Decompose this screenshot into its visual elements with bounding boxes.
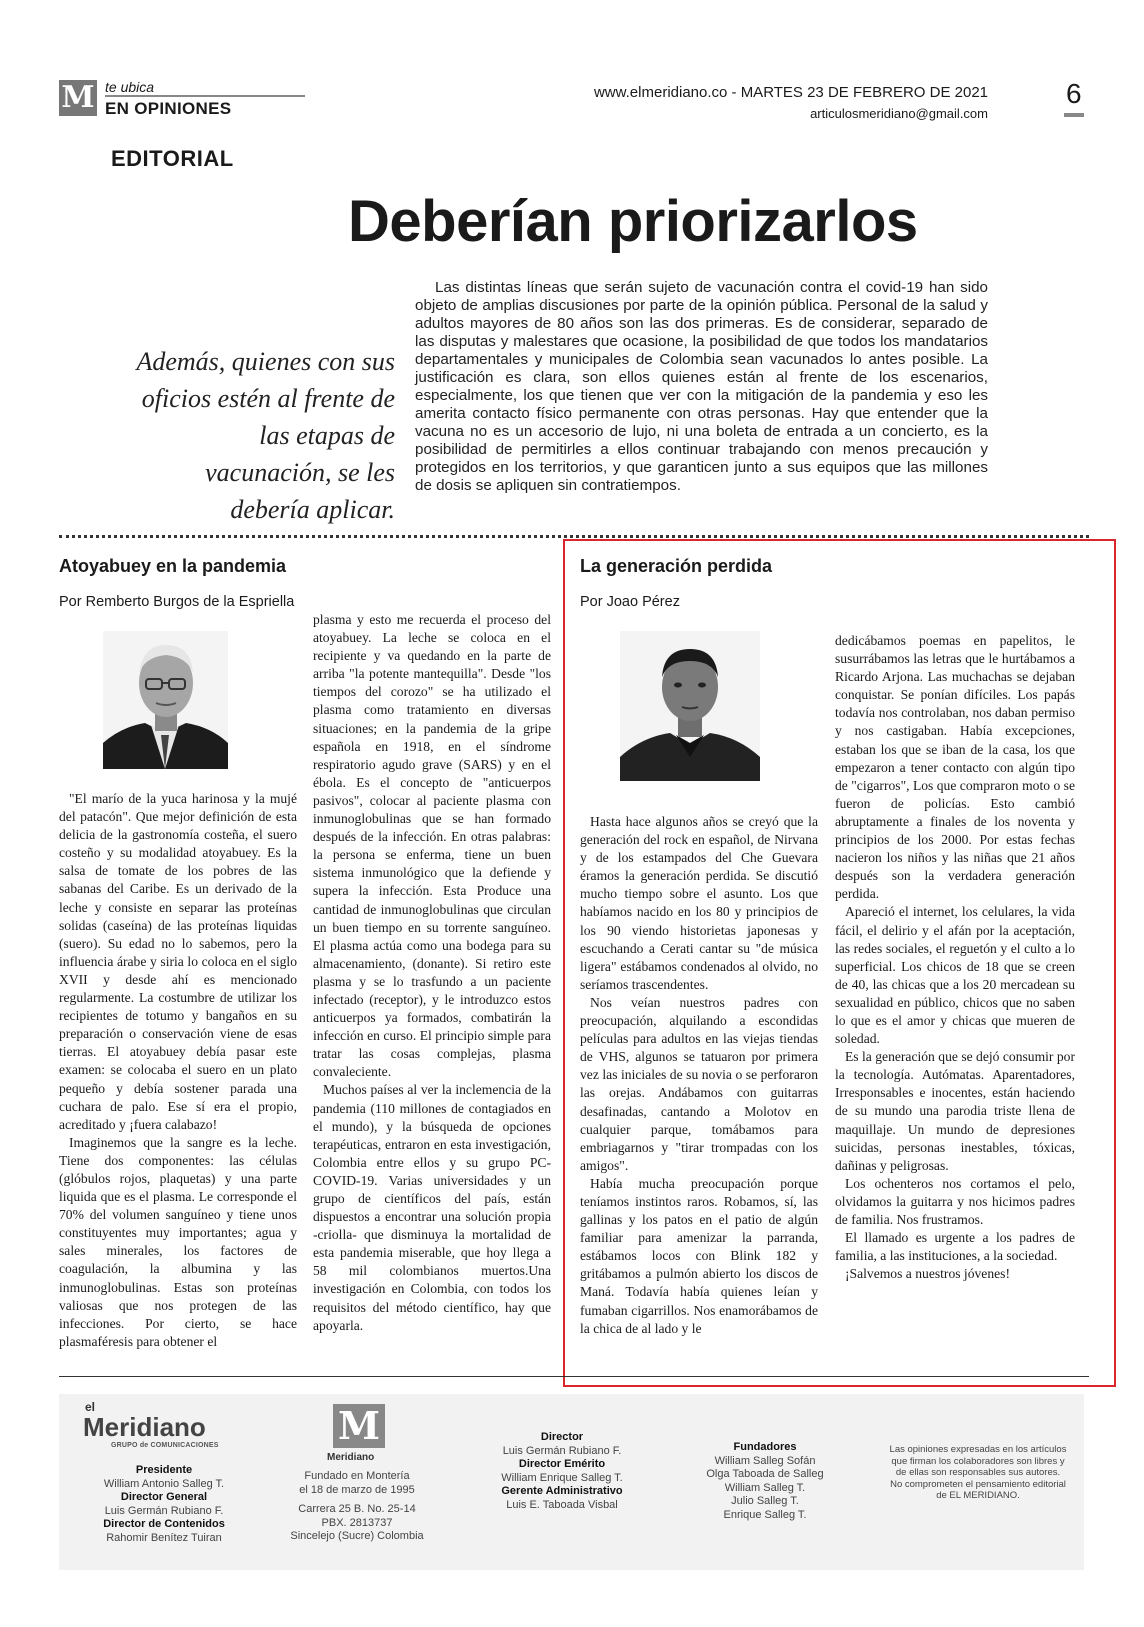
city: Sincelejo (Sucre) Colombia [290,1530,424,1542]
staff-block-2 [477,1431,647,1512]
footer-divider [59,1376,1089,1377]
director-contenidos: Rahomir Benítez Tuiran [106,1531,222,1544]
section-label-small: te ubica [105,79,155,95]
founding-block [287,1470,427,1544]
brand-subtitle: GRUPO de COMUNICACIONES [111,1442,219,1449]
director-general-label: Director General [120,1491,208,1503]
paragraph: Es la generación que se dejó consumir por la tecnología. Autómatas. Aparentadores, Irresponsables e inocentes, están haciendo de su mundo una parodia triste llena de maquillaje. Un mundo de depresiones suicidas, personas inestables, tóxicas, dañinas y peligrosas. [835,1049,1075,1173]
director-emerito-label: Director Emérito [518,1458,606,1470]
director-general: Luis Germán Rubiano F. [104,1504,224,1517]
founder: Olga Taboada de Salleg [706,1468,824,1480]
article-author-left: Por Remberto Burgos de la Espriella [59,594,295,610]
meridiano-m-logo-icon: M [333,1404,385,1448]
founder: William Salleg Sofán [714,1454,816,1467]
director-emerito: William Enrique Salleg T. [501,1471,623,1484]
meridiano-name: Meridiano [327,1452,375,1463]
article-left-column-2 [313,611,551,1335]
paragraph: Nos veían nuestros padres con preocupación, alquilando a escondidas películas para adultos en las viejas tiendas de VHS, algunos se tatuaron por primera vez las iniciales de su novia o se perforaron las orejas. Andábamos con guitarras desafinadas, cantando a Molotov en cualquier parque, tomábamos para embriagarnos y "tirar trompadas con los amigos". [580,994,818,1173]
article-right-column-2 [835,632,1075,1283]
article-left-column-1 [59,790,297,1351]
founder: Enrique Salleg T. [723,1508,807,1521]
brand-logo: Meridiano [83,1412,206,1442]
article-author-right: Por Joao Pérez [580,594,680,610]
paragraph: El llamado es urgente a los padres de familia, a las instituciones, a la sociedad. [835,1230,1075,1264]
gerente-label: Gerente Administrativo [501,1485,623,1497]
paragraph: Apareció el internet, los celulares, la vida fácil, el delirio y el afán por la aceptación, las redes sociales, el reguetón y el culto a lo superficial. Los chicos de 18 que se creen de 40, las chicas que a los 20 mercadean su sexualidad en público, chicos que no saben lo que es el amor y chicas que mueren de soledad. [835,904,1075,1047]
editorial-body: Las distintas líneas que serán sujeto de vacunación contra el covid-19 han sido objeto de amplias discusiones por parte de la opinión pública. Personal de la salud y adultos mayores de 80 años son las dos primeras. Es de considerar, separado de las disputas y malestares que ocasione, la posibilidad de que todos los mandatarios departamentales y municipales de Colombia sean vacunados lo antes posible. La justificación es clara, son ellos quienes están al frente de los escenarios, especialmente, los que tienen que ver con la mitigación de la pandemia y eso les amerita contacto físico permanente con otras personas. Hay que entender que la vacuna no es un accesorio de lujo, ni una boleta de entrada a un concierto, es la posibilidad de permitirles a ellos continuar trabajando con menos precaución y protegidos en los territorios, y que garanticen junto a sus equipos que las millones de dosis se apliquen sin contratiempos. [415,279,988,494]
president-label: Presidente [135,1464,193,1476]
phone: PBX. 2813737 [321,1516,393,1529]
editorial-kicker: EDITORIAL [111,146,234,171]
masthead-footer [59,1394,1084,1570]
founded-line-1: Fundado en Montería [304,1470,410,1482]
contact-email: articulosmeridiano@gmail.com [810,106,988,121]
president: William Antonio Salleg T. [103,1477,225,1490]
paragraph: Hasta hace algunos años se creyó que la generación del rock en español, de Nirvana y de los estampados del Che Guevara éramos la generación perdida. Se discutió mucho tiempo sobre el asunto. Los que habíamos nacido en los 80 y principios de los 90 viendo historietas japonesas y escuchando a Cerati cantar su "de música ligera" estábamos condenados al olvido, no seríamos trascendentes. [580,814,818,992]
gerente: Luis E. Taboada Visbal [506,1498,618,1511]
section-dotted-divider [59,535,1089,538]
founder: Julio Salleg T. [731,1495,799,1507]
paragraph: Había mucha preocupación porque teníamos instintos raros. Robamos, sí, las gallinas y los patos en el patio de algún familiar para amenizar la parranda, estábamos locos con Blink 182 y gritábamos a pulmón abierto los discos de Maná. Todavía había quienes leían y fumaban cigarrillos. Nos enamorábamos de la chica de al lado y le [580,1175,818,1336]
section-divider [105,95,305,97]
section-label: EN OPINIONES [105,99,232,118]
page-number: 6 [1066,78,1082,109]
founder: William Salleg T. [724,1481,806,1494]
brand-prefix: el [85,1400,96,1414]
founders-block [685,1441,845,1522]
author-photo-right [620,631,760,781]
article-title-right: La generación perdida [580,556,773,576]
paragraph: Muchos países al ver la inclemencia de la pandemia (110 millones de contagiados en el mundo), y la búsqueda de opciones terapéuticas, entraron en esta investigación, Colombia entre ellos y su grupo PC-COVID-19. Varias universidades y un grupo de científicos del país, están dispuestos a encontrar una solución propia -criolla- que disminuya la mortalidad de esta pandemia miserable, que hoy llega a 58 mil colombianos muertos.Una investigación en Colombia, con todos los requisitos del método científico, hay que apoyarla. [313,1082,551,1333]
page-number-underline [1064,113,1084,117]
address: Carrera 25 B. No. 25-14 [298,1503,416,1515]
director: Luis Germán Rubiano F. [502,1444,622,1457]
disclaimer: Las opiniones expresadas en los artículos que firman los colaboradores son libres y de ellas son responsables sus autores. No comprometen el pensamiento editorial de EL MERIDIANO. [889,1444,1067,1501]
site-and-date: www.elmeridiano.co - MARTES 23 DE FEBRERO DE 2021 [593,84,988,101]
editorial-title: Deberían priorizarlos [348,189,918,254]
article-title-left: Atoyabuey en la pandemia [59,556,287,576]
founders-label: Fundadores [733,1441,797,1453]
editorial-pull-quote: Además, quienes con sus oficios estén al frente de las etapas de vacunación, se les debería aplicar. [136,347,395,524]
paragraph: Los ochenteros nos cortamos el pelo, olvidamos la guitarra y nos hicimos padres de familia. Nos frustramos. [835,1175,1075,1227]
founded-line-2: el 18 de marzo de 1995 [299,1483,415,1496]
director-contenidos-label: Director de Contenidos [103,1518,225,1530]
paragraph: plasma y esto me recuerda el proceso del atoyabuey. La leche se coloca en el recipiente y va quedando en la parte de arriba "la potente mantequilla". Desde "los tiempos del corozo" se ha utilizado el plasma como tratamiento en diversas situaciones; en la pandemia de la gripe española en 1918, en el síndrome respiratorio agudo grave (SARS) y en el ébola. Es el concepto de "anticuerpos pasivos", colocar al paciente plasma con inmunoglobulinas que se han formado después de la infección. En otras palabras: la persona se enferma, tiene un buen sistema inmunológico que la defiende y supera la infección. Esta Produce una cantidad de inmunoglobulinas que circulan un buen tiempo en su torrente sanguíneo. El plasma actúa como una bodega para su almacenamiento, (donante). Si retiro este plasma y se lo trasfundo a un paciente infectado (receptor), y le introduzco estos anticuerpos ya formados, combatirán la infección en curso. El principio simple para tratar las cosas complejas, plasma convaleciente. [313,612,551,1080]
newspaper-logo-icon: M [59,80,97,116]
director-label: Director [540,1431,584,1443]
paragraph: ¡Salvemos a nuestros jóvenes! [845,1266,1010,1282]
article-right-column-1 [580,813,818,1338]
paragraph: dedicábamos poemas en papelitos, le susurrábamos las letras que le hurtábamos a Ricardo Arjona. Las muchachas se dejaban conquistar. Se ponían difíciles. Los papás todavía nos controlaban, nos daban permiso y nos castigaban. Había excepciones, estaban los que se iban de la casa, los que empezaron a tener contacto con algún tipo de "cigarros", Los que compraron moto o se fueron de policías. Esto cambió abruptamente a finales de los noventa y principios de los 2000. Por estas fechas nacieron los niños y las niñas que 21 años después son la verdadera generación perdida. [835,633,1075,902]
author-photo-left [103,631,228,769]
paragraph: "El marío de la yuca harinosa y la mujé del patacón". Que mejor definición de esta delicia de la gastronomía costeña, el suero costeño y su modalidad atoyabuey. Es la salsa de tomate de los pobres de las sabanas del Caribe. Es un derivado de la leche y consiste en separar las proteínas solidas (caseína) de las proteínas liquidas (suero). Su edad no lo sabemos, pero la influencia árabe y siria lo coloca en el siglo XVII y desde ahí es mencionado regularmente. La costumbre de utilizar los recipientes de totumo y bangaños en su preparación o conservación viene de esas tierras. El atoyabuey debía pasar este examen: se colocaba el suero en un plato pequeño y debía sostener parada una cuchara de palo. Ese sí era el propio, acreditado y ¡fuera calabazo! [59,791,297,1132]
paragraph: Imaginemos que la sangre es la leche. Tiene dos componentes: las células (glóbulos rojos, plaquetas) y una parte liquida que es el plasma. Le corresponde el 70% del volumen sanguíneo y tiene unos constituyentes muy importantes; agua y sales minerales, los factores de coagulación, la albumina y las inmunoglobulinas. Estas son proteínas valiosas que nos protegen de las infecciones. Por cierto, se hace plasmaféresis para obtener el [59,1134,297,1349]
staff-block-1 [79,1464,249,1545]
